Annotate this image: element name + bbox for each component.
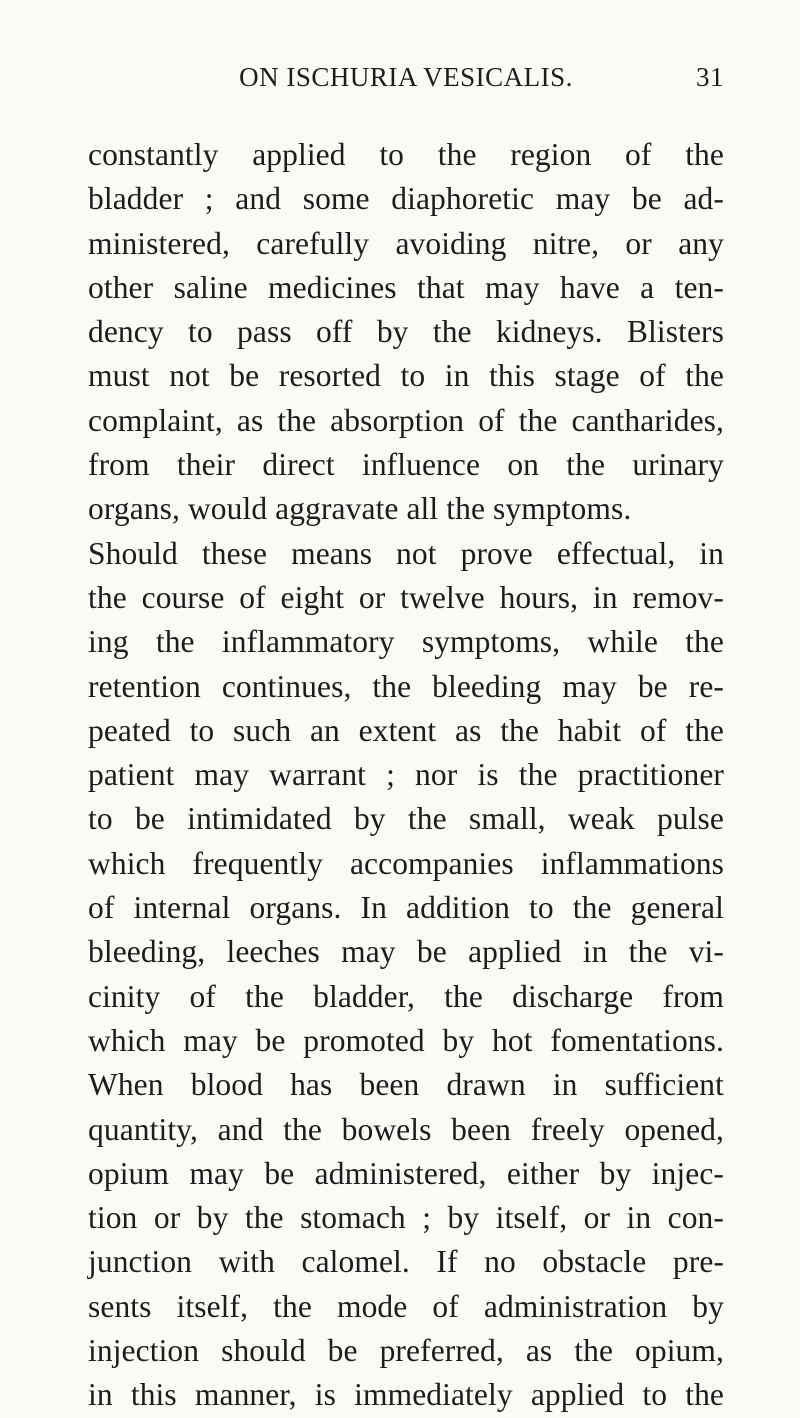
text-line: of internal organs. In addition to the general (88, 890, 724, 926)
text-line: Should these means not prove effectual, in (88, 535, 724, 571)
text-line: bladder ; and some diaphoretic may be ad- (88, 181, 724, 217)
running-head (88, 62, 724, 96)
text-line: patient may warrant ; nor is the practitioner (88, 757, 724, 793)
text-line: When blood has been drawn in sufficient (88, 1067, 724, 1103)
text-line: which may be promoted by hot fomentations. (88, 1022, 724, 1058)
text-line: junction with calomel. If no obstacle pre- (88, 1244, 724, 1280)
text-line: sents itself, the mode of administration by (88, 1288, 724, 1324)
text-line: in this manner, is immediately applied to the (88, 1377, 724, 1413)
text-line: ing the inflammatory symptoms, while the (88, 624, 724, 660)
text-line: injection should be preferred, as the opium, (88, 1333, 724, 1369)
text-line: quantity, and the bowels been freely opened, (88, 1111, 724, 1147)
text-line: constantly applied to the region of the (88, 137, 724, 172)
text-line: tion or by the stomach ; by itself, or in con- (88, 1200, 724, 1236)
text-line: to be intimidated by the small, weak pulse (88, 801, 724, 837)
text-line: ministered, carefully avoiding nitre, or any (88, 225, 724, 261)
text-line: other saline medicines that may have a ten- (88, 269, 724, 305)
text-line: from their direct influence on the urinary (88, 447, 724, 483)
text-line: opium may be administered, either by injec- (88, 1155, 724, 1191)
text-line: complaint, as the absorption of the cantharides, (88, 402, 724, 438)
text-line: peated to such an extent as the habit of the (88, 712, 724, 748)
text-line: organs, would aggravate all the symptoms. (88, 491, 632, 527)
text-line: which frequently accompanies inflammations (88, 845, 724, 881)
text-line: retention continues, the bleeding may be re- (88, 668, 724, 704)
running-title: ON ISCHURIA VESICALIS. (239, 62, 573, 92)
body-text (88, 133, 724, 1418)
text-line: cinity of the bladder, the discharge from (88, 978, 724, 1014)
text-line: dency to pass off by the kidneys. Blisters (88, 314, 724, 350)
page-number: 31 (696, 62, 724, 92)
text-line: the course of eight or twelve hours, in remov- (88, 579, 724, 615)
text-line: bleeding, leeches may be applied in the vi- (88, 934, 724, 970)
text-line: must not be resorted to in this stage of the (88, 358, 724, 394)
